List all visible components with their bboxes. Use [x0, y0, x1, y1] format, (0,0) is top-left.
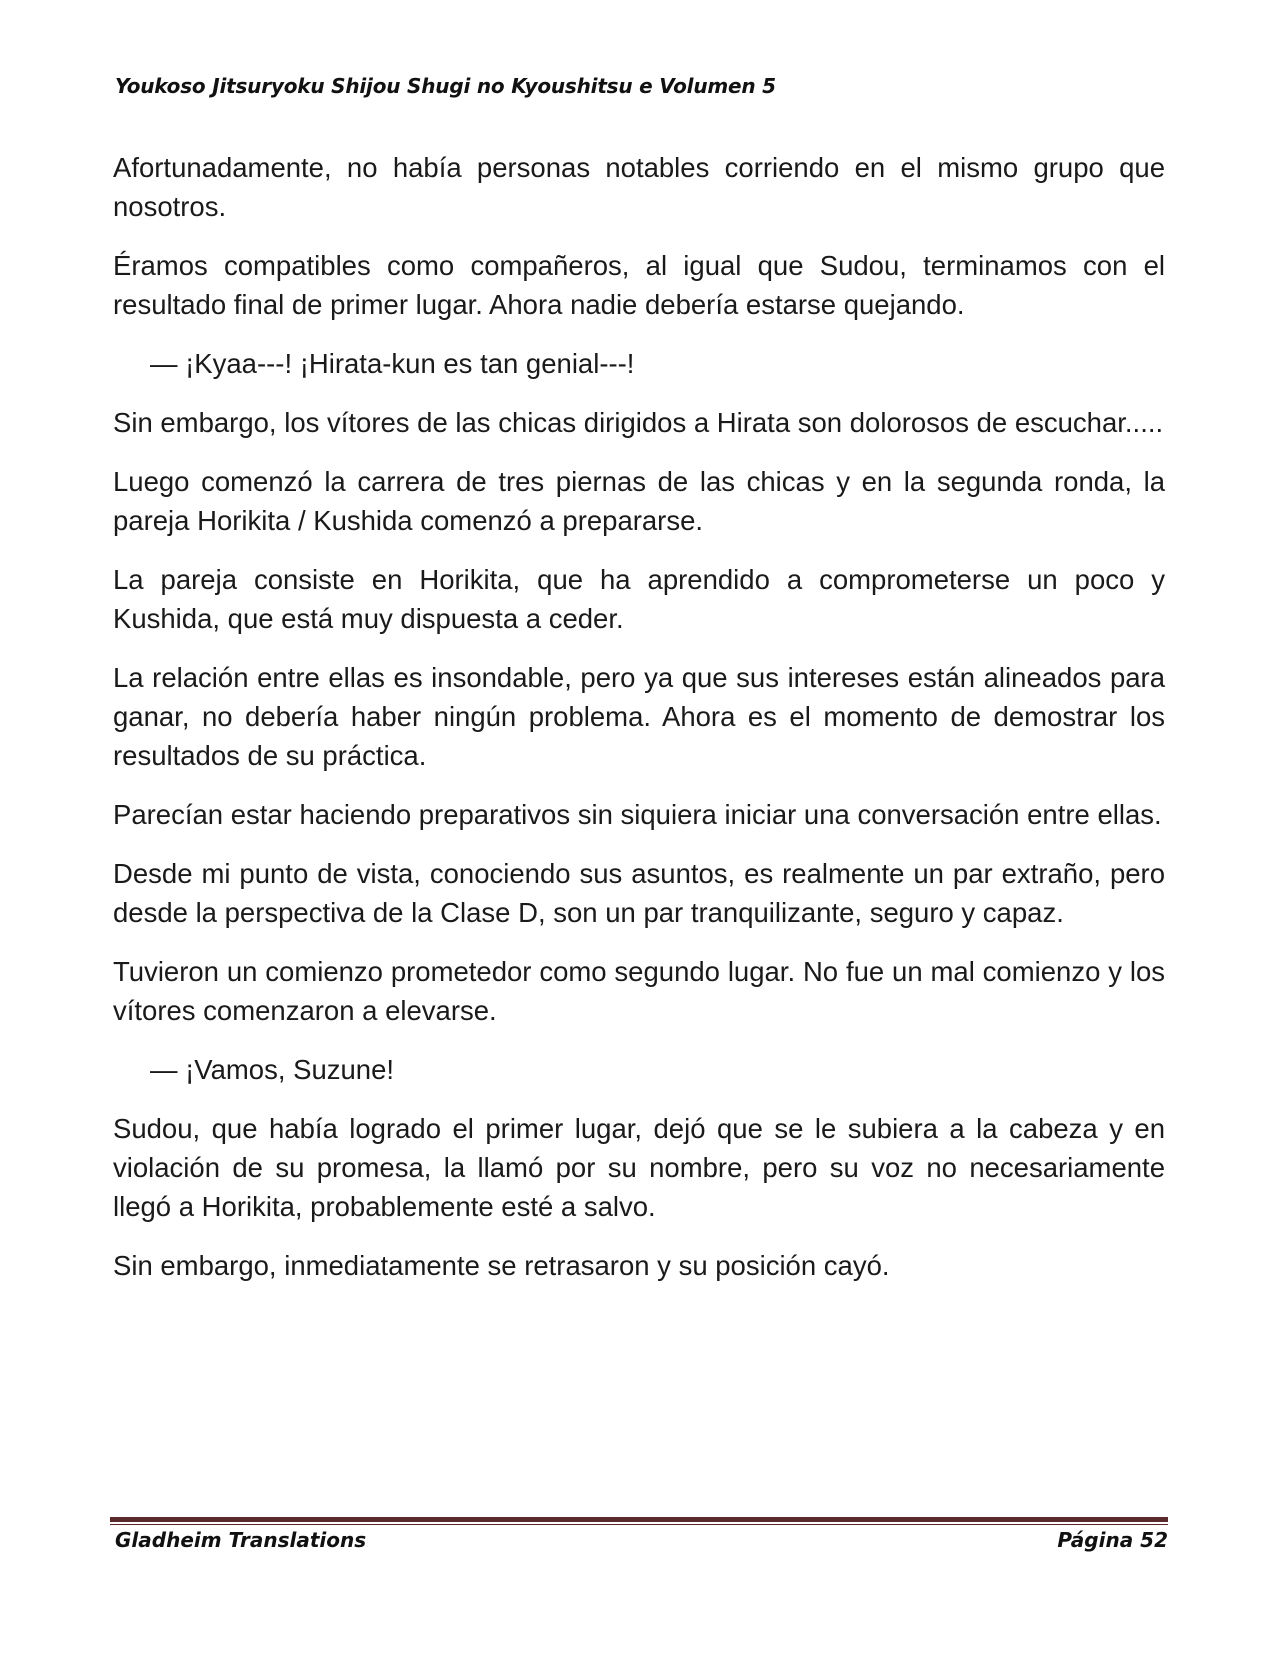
running-header: Youkoso Jitsuryoku Shijou Shugi no Kyoushitsu e Volumen 5 — [115, 74, 776, 98]
paragraph: Sin embargo, inmediatamente se retrasaron y su posición cayó. — [113, 1250, 890, 1281]
paragraph: La pareja consiste en Horikita, que ha aprendido a comprometerse un poco y Kushida, que está muy dispuesta a ceder. — [113, 564, 1165, 634]
paragraph: Sudou, que había logrado el primer lugar, dejó que se le subiera a la cabeza y en violación de su promesa, la llamó por su nombre, pero su voz no necesariamente llegó a Horikita, probablemente esté a salvo. — [113, 1113, 1165, 1222]
paragraph: Sin embargo, los vítores de las chicas dirigidos a Hirata son dolorosos de escuchar..... — [113, 407, 1164, 438]
body-text — [113, 148, 1165, 1305]
dialogue-line: — ¡Kyaa---! ¡Hirata-kun es tan genial---! — [150, 348, 635, 379]
footer-credit: Gladheim Translations — [115, 1528, 367, 1552]
paragraph: Desde mi punto de vista, conociendo sus asuntos, es realmente un par extraño, pero desde la perspectiva de la Clase D, son un par tranquilizante, seguro y capaz. — [113, 858, 1165, 928]
paragraph: Parecían estar haciendo preparativos sin siquiera iniciar una conversación entre ellas. — [113, 799, 1162, 830]
paragraph: Afortunadamente, no había personas notables corriendo en el mismo grupo que nosotros. — [113, 152, 1165, 222]
dialogue-line: — ¡Vamos, Suzune! — [150, 1054, 395, 1085]
paragraph: Éramos compatibles como compañeros, al igual que Sudou, terminamos con el resultado final de primer lugar. Ahora nadie debería estarse quejando. — [113, 250, 1165, 320]
paragraph: Luego comenzó la carrera de tres piernas de las chicas y en la segunda ronda, la pareja Horikita / Kushida comenzó a prepararse. — [113, 466, 1165, 536]
paragraph: Tuvieron un comienzo prometedor como segundo lugar. No fue un mal comienzo y los vítores comenzaron a elevarse. — [113, 956, 1165, 1026]
page-number: Página 52 — [1057, 1528, 1168, 1552]
paragraph: La relación entre ellas es insondable, pero ya que sus intereses están alineados para ganar, no debería haber ningún problema. Ahora es el momento de demostrar los resultados de su práctica. — [113, 662, 1165, 771]
